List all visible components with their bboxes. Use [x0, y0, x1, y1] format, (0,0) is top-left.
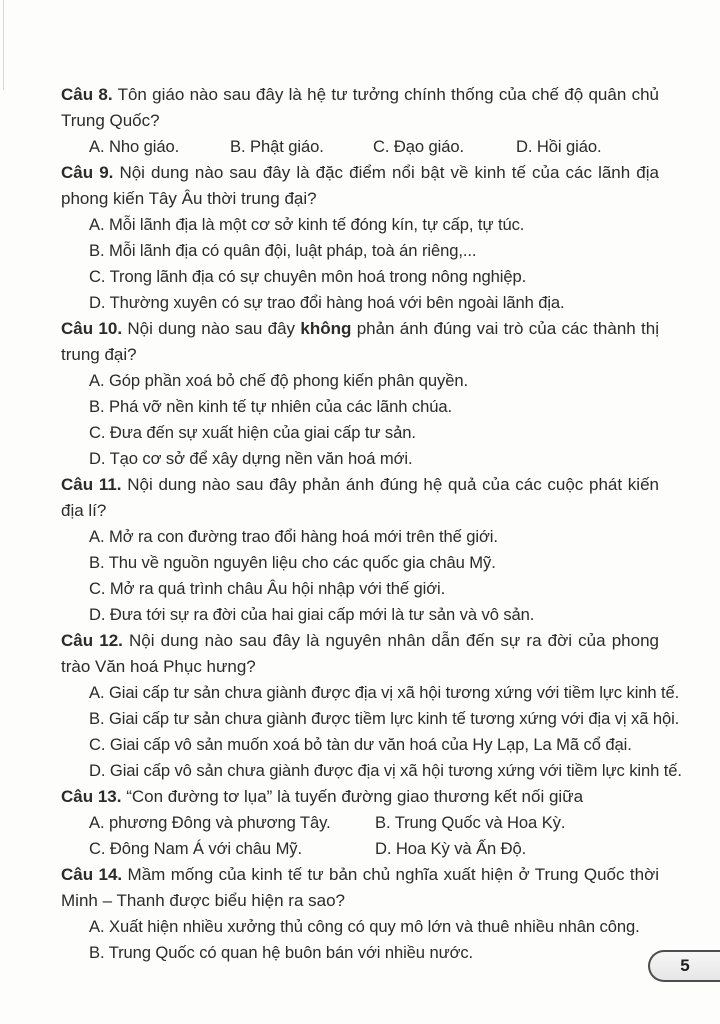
question-label: Câu 12. — [61, 631, 123, 650]
page-number-tab — [648, 950, 720, 982]
option-d: D. Giai cấp vô sản chưa giành được địa vị xã hội tương xứng với tiềm lực kinh tế. — [89, 761, 682, 780]
question-body: Tôn giáo nào sau đây là hệ tư tưởng chính thống của chế độ quân chủ Trung Quốc? — [61, 85, 659, 130]
option-b: B. Thu về nguồn nguyên liệu cho các quốc gia châu Mỹ. — [89, 553, 496, 572]
option-a: A. Mỗi lãnh địa là một cơ sở kinh tế đóng kín, tự cấp, tự túc. — [89, 215, 525, 234]
question-label: Câu 14. — [61, 865, 123, 884]
option-a: A. Xuất hiện nhiều xưởng thủ công có quy mô lớn và thuê nhiều nhân công. — [89, 917, 640, 936]
option-c: C. Đạo giáo. — [373, 137, 465, 156]
question-text — [61, 862, 659, 914]
option-c: C. Đông Nam Á với châu Mỹ. — [89, 839, 303, 858]
option-a: A. Góp phần xoá bỏ chế độ phong kiến phân quyền. — [89, 371, 469, 390]
option-b: B. Phật giáo. — [230, 137, 324, 156]
question-label: Câu 11. — [61, 475, 122, 494]
page-number: 5 — [680, 956, 690, 975]
options-row — [61, 134, 659, 160]
question-body: Nội dung nào sau đây phản ánh đúng hệ quả của các cuộc phát kiến địa lí? — [61, 475, 659, 520]
question-body: Nội dung nào sau đây là nguyên nhân dẫn đến sự ra đời của phong trào Văn hoá Phục hưng? — [61, 631, 659, 676]
option-a: A. Mở ra con đường trao đổi hàng hoá mới trên thế giới. — [89, 527, 498, 546]
question-body: Mầm mống của kinh tế tư bản chủ nghĩa xuất hiện ở Trung Quốc thời Minh – Thanh được biểu hiện ra sao? — [61, 865, 659, 910]
question-text — [61, 784, 659, 810]
question-body: “Con đường tơ lụa” là tuyến đường giao thương kết nối giữa — [126, 787, 584, 806]
option-d: D. Đưa tới sự ra đời của hai giai cấp mới là tư sản và vô sản. — [89, 605, 535, 624]
question-label: Câu 13. — [61, 787, 122, 806]
question-label: Câu 8. — [61, 85, 113, 104]
option-d: D. Tạo cơ sở để xây dựng nền văn hoá mới. — [89, 449, 413, 468]
question-text — [61, 472, 659, 524]
question-label: Câu 10. — [61, 319, 123, 338]
question-label: Câu 9. — [61, 163, 114, 182]
option-c: C. Giai cấp vô sản muốn xoá bỏ tàn dư văn hoá của Hy Lạp, La Mã cổ đại. — [89, 735, 632, 754]
options-list — [61, 212, 659, 316]
option-a: A. Nho giáo. — [89, 137, 180, 156]
question-body: Nội dung nào sau đây là đặc điểm nổi bật về kinh tế của các lãnh địa phong kiến Tây Âu thời trung đại? — [61, 163, 659, 208]
option-a: A. phương Đông và phương Tây. — [89, 813, 331, 832]
option-b: B. Giai cấp tư sản chưa giành được tiềm lực kinh tế tương xứng với địa vị xã hội. — [89, 709, 680, 728]
question-body-pre: Nội dung nào sau đây — [127, 319, 296, 338]
option-c: C. Đưa đến sự xuất hiện của giai cấp tư sản. — [89, 423, 416, 442]
option-d: D. Thường xuyên có sự trao đổi hàng hoá với bên ngoài lãnh địa. — [89, 293, 565, 312]
option-c: C. Mở ra quá trình châu Âu hội nhập với thế giới. — [89, 579, 446, 598]
options-list — [61, 368, 659, 472]
options-grid — [61, 810, 659, 862]
question-text — [61, 316, 659, 368]
question-text — [61, 82, 659, 134]
scan-edge-artifact — [3, 0, 4, 90]
option-d: D. Hoa Kỳ và Ấn Độ. — [375, 839, 527, 858]
option-c: C. Trong lãnh địa có sự chuyên môn hoá trong nông nghiệp. — [89, 267, 527, 286]
options-list — [61, 914, 659, 966]
option-b: B. Phá vỡ nền kinh tế tự nhiên của các lãnh chúa. — [89, 397, 453, 416]
question-12 — [61, 628, 682, 784]
option-d: D. Hồi giáo. — [516, 137, 602, 156]
question-text — [61, 160, 659, 212]
question-body-post: phản ánh đúng vai trò của các thành thị trung đại? — [61, 319, 659, 364]
option-a: A. Giai cấp tư sản chưa giành được địa vị xã hội tương xứng với tiềm lực kinh tế. — [89, 683, 680, 702]
question-10 — [61, 316, 659, 472]
question-13 — [61, 784, 659, 862]
option-b: B. Mỗi lãnh địa có quân đội, luật pháp, toà án riêng,... — [89, 241, 477, 260]
option-b: B. Trung Quốc có quan hệ buôn bán với nhiều nước. — [89, 943, 474, 962]
question-8 — [61, 82, 659, 160]
question-body-emphasis: không — [300, 319, 352, 338]
options-list — [61, 680, 682, 784]
question-text — [61, 628, 659, 680]
question-11 — [61, 472, 659, 628]
question-list — [61, 82, 682, 966]
options-list — [61, 524, 659, 628]
question-14 — [61, 862, 659, 966]
question-9 — [61, 160, 659, 316]
option-b: B. Trung Quốc và Hoa Kỳ. — [375, 813, 566, 832]
